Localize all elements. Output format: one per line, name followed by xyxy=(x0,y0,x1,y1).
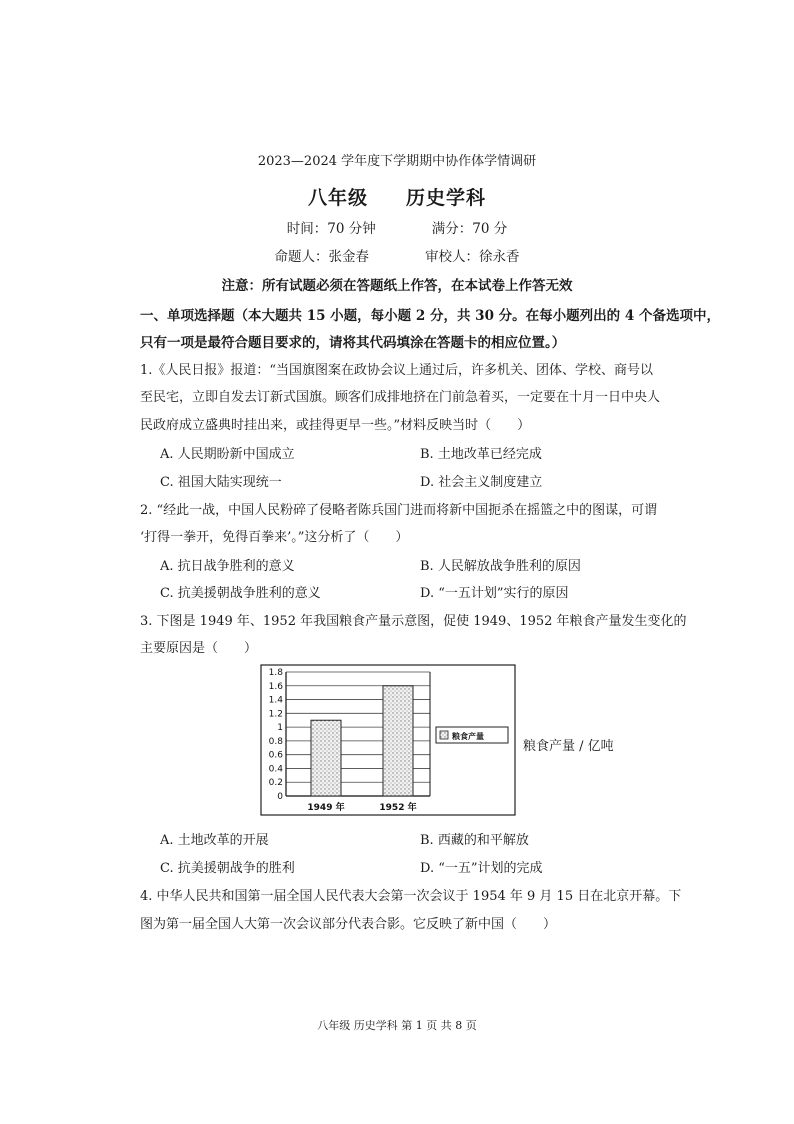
q1-option-d: D. 社会主义制度建立 xyxy=(420,475,543,490)
legend-swatch xyxy=(440,731,448,739)
q2-stem-line2: ‘打得一拳开，免得百拳来’。”这分析了（ ） xyxy=(140,530,409,545)
y-tick-label: 1.6 xyxy=(268,681,283,692)
bar-2 xyxy=(383,686,413,796)
author-line xyxy=(0,245,794,265)
x-category-label: 1952 年 xyxy=(379,803,417,813)
q1-option-b: B. 土地改革已经完成 xyxy=(420,447,542,462)
x-category-label: 1949 年 xyxy=(307,803,345,813)
q2-stem-line1: 2. “经此一战，中国人民粉碎了侵略者陈兵国门进而将新中国扼杀在摇篮之中的图谋，可谓 xyxy=(140,503,658,518)
full-score: 满分：70 分 xyxy=(431,221,508,237)
exam-title: 2023—2024 学年度下学期期中协作体学情调研 xyxy=(257,154,537,169)
q2-option-c: C. 抗美援朝战争胜利的意义 xyxy=(160,586,321,601)
q3-option-d: D. “一五”计划的完成 xyxy=(420,861,543,876)
y-tick-label: 1 xyxy=(277,723,283,734)
q1-stem-line2: 至民宅，立即自发去订新式国旗。顾客们成排地挤在门前急着买，一定要在十月一日中央人 xyxy=(140,390,661,405)
q3-option-c: C. 抗美援朝战争的胜利 xyxy=(160,861,295,876)
grain-output-chart xyxy=(260,664,516,816)
y-tick-label: 0.2 xyxy=(268,778,283,789)
y-tick-label: 0.4 xyxy=(268,764,283,775)
grade-subject xyxy=(0,183,794,210)
y-tick-label: 1.4 xyxy=(268,695,283,706)
author: 命题人：张金春 xyxy=(274,249,369,265)
chart-legend xyxy=(436,727,508,743)
section1-heading-line1: 一、单项选择题（本大题共 15 小题，每小题 2 分，共 30 分。在每小题列出的 4 个备选项中， xyxy=(140,308,720,324)
y-tick-label: 1.8 xyxy=(268,668,283,678)
q2-option-a: A. 抗日战争胜利的意义 xyxy=(160,559,295,574)
y-tick-label: 1.2 xyxy=(268,709,283,720)
y-tick-label: 0.8 xyxy=(268,736,283,747)
legend-label: 粮食产量 xyxy=(452,732,484,741)
grade-label: 八年级 xyxy=(307,187,368,209)
q3-option-a: A. 土地改革的开展 xyxy=(160,833,269,848)
q3-stem-line2: 主要原因是（ ） xyxy=(140,641,258,656)
q3-option-b: B. 西藏的和平解放 xyxy=(420,833,529,848)
q1-option-a: A. 人民期盼新中国成立 xyxy=(160,447,295,462)
subject-label: 历史学科 xyxy=(406,187,487,209)
bar-1 xyxy=(311,720,341,796)
q1-option-c: C. 祖国大陆实现统一 xyxy=(160,475,282,490)
notice: 注意：所有试题必须在答题纸上作答，在本试卷上作答无效 xyxy=(221,278,573,294)
q4-stem-line2: 图为第一届全国人大第一次会议部分代表合影。它反映了新中国（ ） xyxy=(140,917,557,932)
reviewer: 审校人：徐永香 xyxy=(425,249,520,265)
q3-stem-line1: 3. 下图是 1949 年、1952 年我国粮食产量示意图，促使 1949、1952 年粮食产量发生变化的 xyxy=(140,614,687,629)
q1-stem-line3: 民政府成立盛典时挂出来，或挂得更早一些。”材料反映当时（ ） xyxy=(140,418,531,433)
y-tick-label: 0.6 xyxy=(268,750,283,761)
q1-stem-line1: 1.《人民日报》报道：“当国旗图案在政协会议上通过后，许多机关、团体、学校、商号以 xyxy=(140,363,654,378)
time-score-line xyxy=(0,217,794,237)
y-tick-label: 0 xyxy=(277,792,283,802)
q2-option-d: D. “一五计划”实行的原因 xyxy=(420,586,569,601)
chart-unit-label: 粮食产量 / 亿吨 xyxy=(523,739,614,754)
section1-heading-line2: 只有一项是最符合题目要求的，请将其代码填涂在答题卡的相应位置。） xyxy=(140,335,566,351)
exam-time: 时间：70 分钟 xyxy=(286,221,376,237)
q4-stem-line1: 4. 中华人民共和国第一届全国人民代表大会第一次会议于 1954 年 9 月 15 日在北京开幕。下 xyxy=(140,889,682,904)
page-footer: 八年级 历史学科 第 1 页 共 8 页 xyxy=(317,1019,477,1032)
q2-option-b: B. 人民解放战争胜利的原因 xyxy=(420,559,581,574)
